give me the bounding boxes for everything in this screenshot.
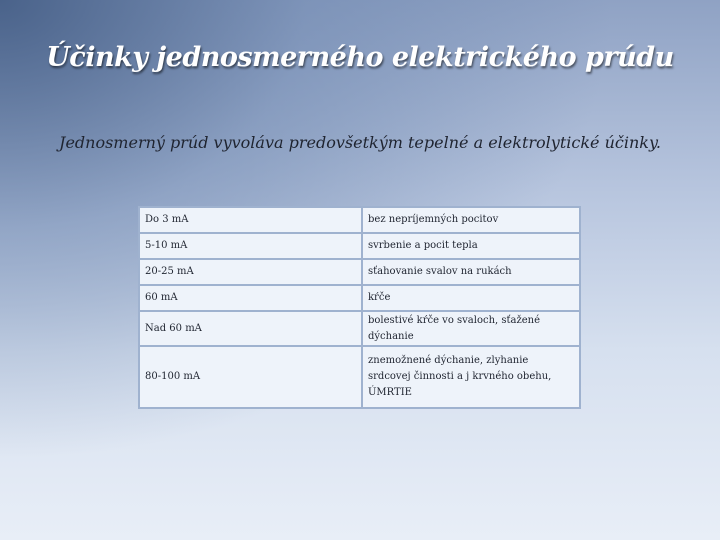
table-row <box>139 259 580 285</box>
current-cell: 20-25 mA <box>139 259 362 285</box>
effect-cell: bolestivé kŕče vo svaloch, sťažené dýchanie <box>362 311 580 346</box>
table-row <box>139 285 580 311</box>
slide-title: Účinky jednosmerného elektrického prúdu <box>46 42 674 73</box>
table-row <box>139 207 580 233</box>
current-cell: 60 mA <box>139 285 362 311</box>
table-row <box>139 311 580 346</box>
effect-cell: kŕče <box>362 285 580 311</box>
current-effects-table <box>138 206 581 409</box>
table-row <box>139 233 580 259</box>
effect-cell: sťahovanie svalov na rukách <box>362 259 580 285</box>
table-row <box>139 346 580 408</box>
current-cell: Nad 60 mA <box>139 311 362 346</box>
current-cell: Do 3 mA <box>139 207 362 233</box>
effect-cell: bez nepríjemných pocitov <box>362 207 580 233</box>
current-cell: 80-100 mA <box>139 346 362 408</box>
effect-cell: znemožnené dýchanie, zlyhanie srdcovej činnosti a j krvného obehu, ÚMRTIE <box>362 346 580 408</box>
current-cell: 5-10 mA <box>139 233 362 259</box>
slide-subtitle: Jednosmerný prúd vyvoláva predovšetkým tepelné a elektrolytické účinky. <box>59 133 661 152</box>
effect-cell: svrbenie a pocit tepla <box>362 233 580 259</box>
